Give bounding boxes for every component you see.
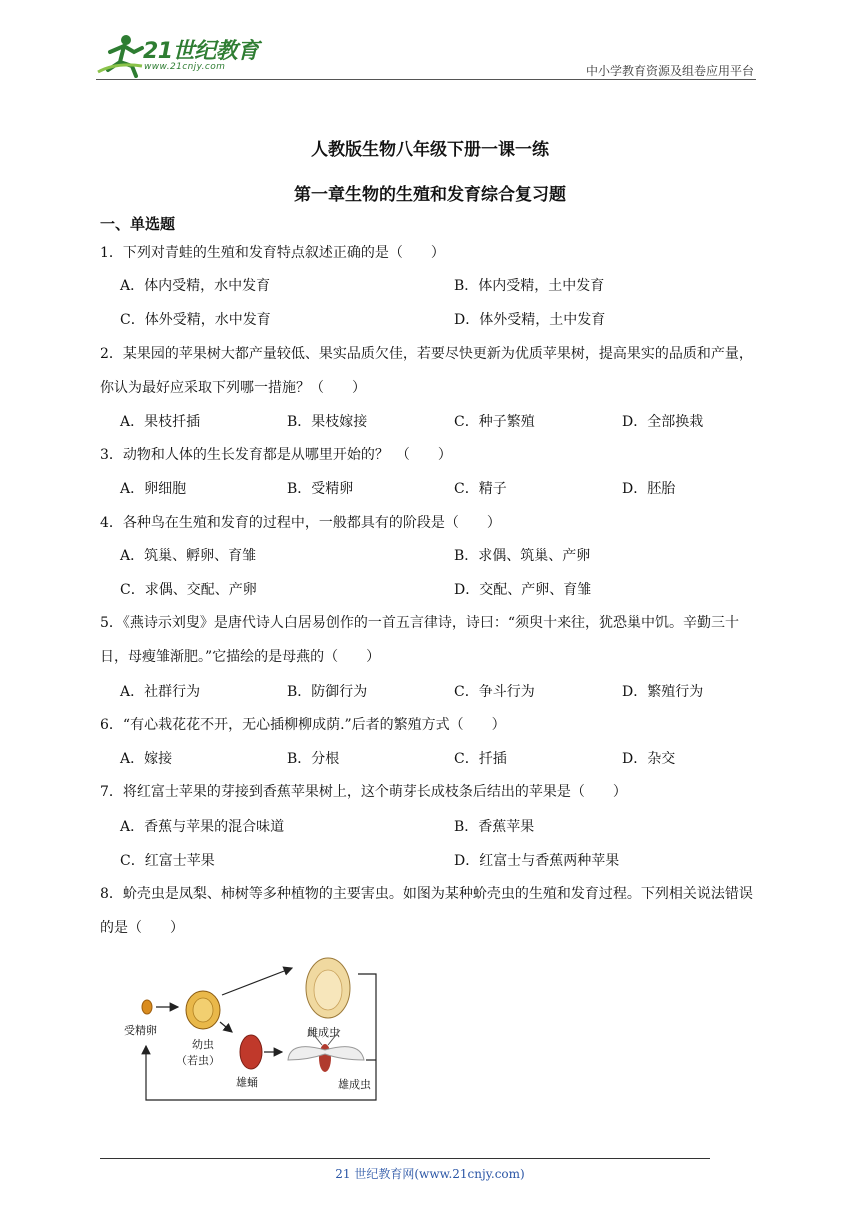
document-subtitle: 第一章生物的生殖和发育综合复习题	[294, 185, 566, 205]
option-c[interactable]: C．种子繁殖	[454, 414, 535, 430]
nymph-label: （若虫）	[176, 1054, 220, 1067]
option-b[interactable]: B．防御行为	[287, 684, 368, 700]
option-a[interactable]: A．嫁接	[120, 751, 173, 767]
option-c[interactable]: C．扦插	[454, 751, 507, 767]
question-stem: 1．下列对青蛙的生殖和发育特点叙述正确的是（ ）	[100, 245, 445, 261]
question-stem: 2．某果园的苹果树大都产量较低、果实品质欠佳，若要尽快更新为优质苹果树，提高果实的品质和产量，你认为最好应采取下列哪一措施？（ ）	[100, 346, 753, 396]
male-pupa-label: 雄蛹	[236, 1076, 258, 1089]
option-b[interactable]: B．受精卵	[287, 481, 354, 497]
option-b[interactable]: B．求偶、筑巢、产卵	[454, 548, 591, 564]
question-stem: 3．动物和人体的生长发育都是从哪里开始的？ （ ）	[100, 447, 452, 463]
question-7	[100, 775, 760, 809]
question-stem: 8．蚧壳虫是凤梨、柿树等多种植物的主要害虫。如图为某种蚧壳虫的生殖和发育过程。下列相关说法错误的是（ ）	[100, 886, 753, 936]
option-c[interactable]: C．争斗行为	[454, 684, 535, 700]
option-b[interactable]: B．果枝嫁接	[287, 414, 368, 430]
option-c[interactable]: C．体外受精，水中发育	[120, 312, 271, 328]
question-stem: 4．各种鸟在生殖和发育的过程中，一般都具有的阶段是（ ）	[100, 515, 501, 531]
document-title: 人教版生物八年级下册一课一练	[311, 140, 549, 160]
option-c[interactable]: C．红富士苹果	[120, 853, 215, 869]
option-b[interactable]: B．体内受精，土中发育	[454, 278, 605, 294]
option-c[interactable]: C．求偶、交配、产卵	[120, 582, 257, 598]
header-platform-text: 中小学教育资源及组卷应用平台	[585, 64, 754, 78]
option-d[interactable]: D．杂交	[622, 751, 676, 767]
female-adult-label: 雌成虫	[307, 1026, 340, 1039]
logo-text: 21世纪教育	[143, 39, 259, 64]
option-b[interactable]: B．分根	[287, 751, 340, 767]
male-pupa-icon	[240, 1035, 262, 1069]
question-3	[100, 438, 760, 472]
question-5	[100, 606, 760, 674]
option-d[interactable]: D．交配、产卵、育雏	[454, 582, 592, 598]
question-1	[100, 236, 760, 270]
question-stem: 7．将红富士苹果的芽接到香蕉苹果树上，这个萌芽长成枝条后结出的苹果是（ ）	[100, 784, 627, 800]
option-d[interactable]: D．红富士与香蕉两种苹果	[454, 853, 620, 869]
footer-text: 21 世纪教育网(www.21cnjy.com)	[335, 1167, 525, 1181]
section-heading: 一、单选题	[100, 215, 176, 233]
question-8	[100, 877, 760, 945]
question-2	[100, 337, 760, 405]
egg-icon	[142, 1000, 152, 1014]
larva-label: 幼虫	[192, 1038, 214, 1051]
option-a[interactable]: A．社群行为	[120, 684, 201, 700]
male-adult-label: 雄成虫	[338, 1078, 371, 1091]
header-divider	[96, 79, 756, 80]
question-stem: 5．《燕诗示刘叟》是唐代诗人白居易创作的一首五言律诗，诗曰：“须臾十来往，犹恐巢中饥。辛勤三十日，母瘦雏渐肥。”它描绘的是母燕的（ ）	[100, 615, 740, 665]
option-d[interactable]: D．全部换栽	[622, 414, 704, 430]
option-d[interactable]: D．体外受精，土中发育	[454, 312, 606, 328]
question-stem: 6．“有心栽花花不开，无心插柳柳成荫.”后者的繁殖方式（ ）	[100, 717, 506, 733]
question-4	[100, 506, 760, 540]
logo-url: www.21cnjy.com	[144, 62, 226, 72]
option-a[interactable]: A．卵细胞	[120, 481, 187, 497]
option-d[interactable]: D．繁殖行为	[622, 684, 704, 700]
option-a[interactable]: A．筑巢、孵卵、育雏	[120, 548, 257, 564]
egg-label: 受精卵	[124, 1024, 157, 1037]
scale-insect-lifecycle-diagram	[120, 950, 410, 1110]
option-a[interactable]: A．果枝扦插	[120, 414, 201, 430]
option-c[interactable]: C．精子	[454, 481, 507, 497]
question-6	[100, 708, 760, 742]
option-a[interactable]: A．香蕉与苹果的混合味道	[120, 819, 285, 835]
footer-divider	[100, 1158, 710, 1159]
option-b[interactable]: B．香蕉苹果	[454, 819, 535, 835]
option-a[interactable]: A．体内受精，水中发育	[120, 278, 271, 294]
option-d[interactable]: D．胚胎	[622, 481, 676, 497]
